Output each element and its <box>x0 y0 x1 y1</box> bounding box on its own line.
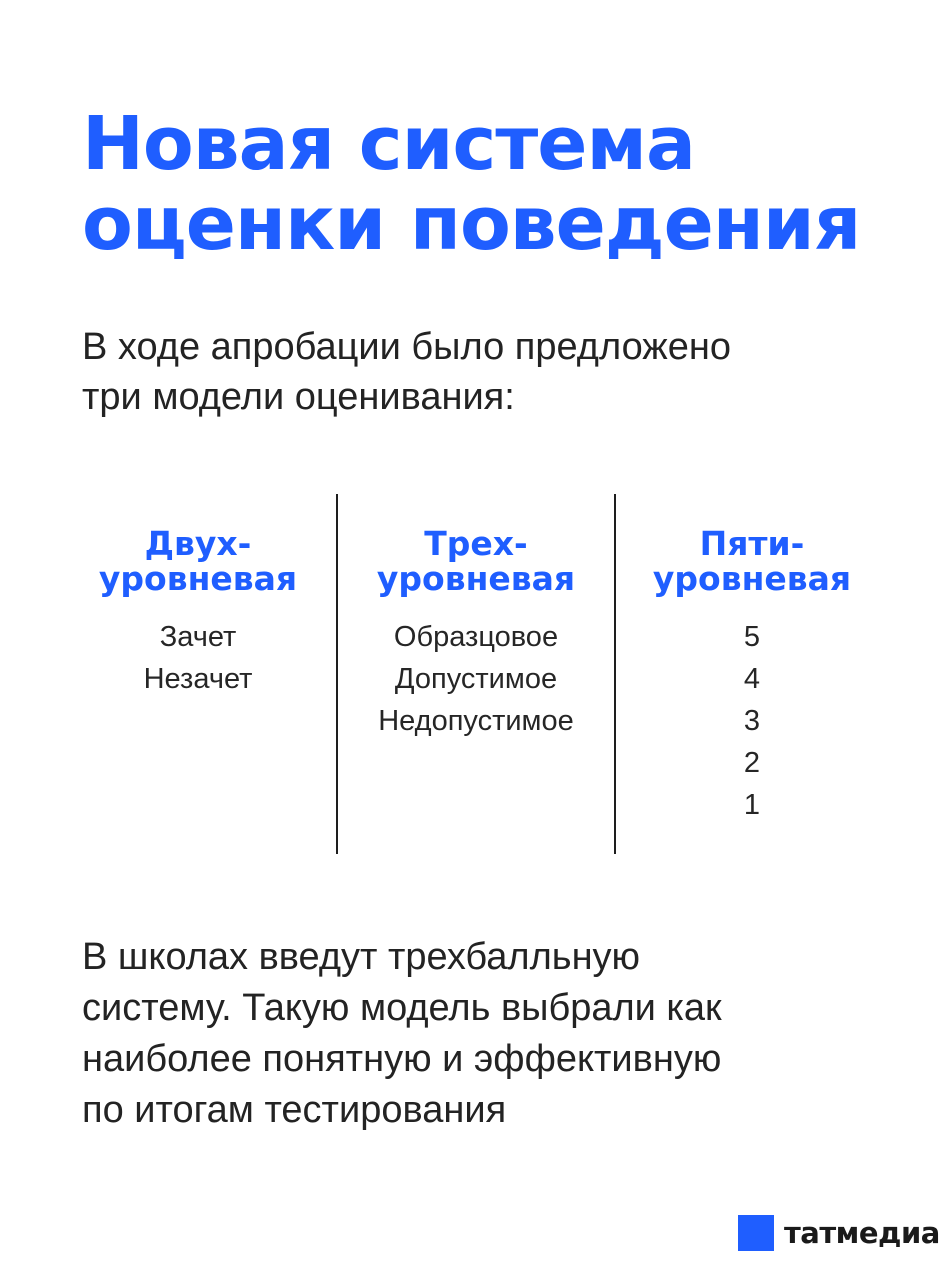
conclusion-line-1: В школах введут трехбалльную <box>82 936 641 978</box>
page-title-line-2: оценки поведения <box>82 181 861 267</box>
model-level-item: Образцовое <box>393 621 559 653</box>
model-level-item: 5 <box>743 621 761 653</box>
brand-square-icon <box>738 1215 774 1251</box>
page-title-line-1: Новая система <box>82 101 695 187</box>
intro-line-1: В ходе апробации было предложено <box>82 326 731 368</box>
model-level-item: Недопустимое <box>378 705 574 737</box>
conclusion-text <box>82 932 722 1136</box>
brand-logo <box>738 1214 940 1252</box>
model-heading-line-2: уровневая <box>376 559 576 598</box>
model-level-item: 1 <box>743 789 761 821</box>
conclusion-line-3: наиболее понятную и эффективную <box>82 1038 722 1080</box>
intro-line-2: три модели оценивания: <box>82 376 515 418</box>
model-levels-list <box>60 616 336 700</box>
model-level-item: 2 <box>743 747 761 779</box>
model-heading <box>60 526 336 596</box>
model-level-item: Допустимое <box>394 663 558 695</box>
model-column-two-level <box>60 494 336 854</box>
model-heading-line-1: Пяти- <box>699 524 805 563</box>
model-levels-list <box>338 616 614 742</box>
model-levels-list <box>616 616 888 826</box>
model-heading <box>616 526 888 596</box>
page-title <box>82 101 861 267</box>
model-level-item: Незачет <box>143 663 253 695</box>
model-heading <box>338 526 614 596</box>
model-heading-line-1: Трех- <box>424 524 528 563</box>
model-level-item: Зачет <box>159 621 237 653</box>
model-level-item: 4 <box>743 663 761 695</box>
model-heading-line-2: уровневая <box>98 559 298 598</box>
model-column-three-level <box>338 494 614 854</box>
conclusion-line-2: систему. Такую модель выбрали как <box>82 987 722 1029</box>
brand-name: татмедиа <box>784 1216 940 1250</box>
model-column-five-level <box>616 494 888 854</box>
model-level-item: 3 <box>743 705 761 737</box>
model-heading-line-2: уровневая <box>652 559 852 598</box>
conclusion-line-4: по итогам тестирования <box>82 1089 507 1131</box>
evaluation-models-table <box>60 494 890 854</box>
intro-text <box>82 322 731 422</box>
model-heading-line-1: Двух- <box>144 524 252 563</box>
